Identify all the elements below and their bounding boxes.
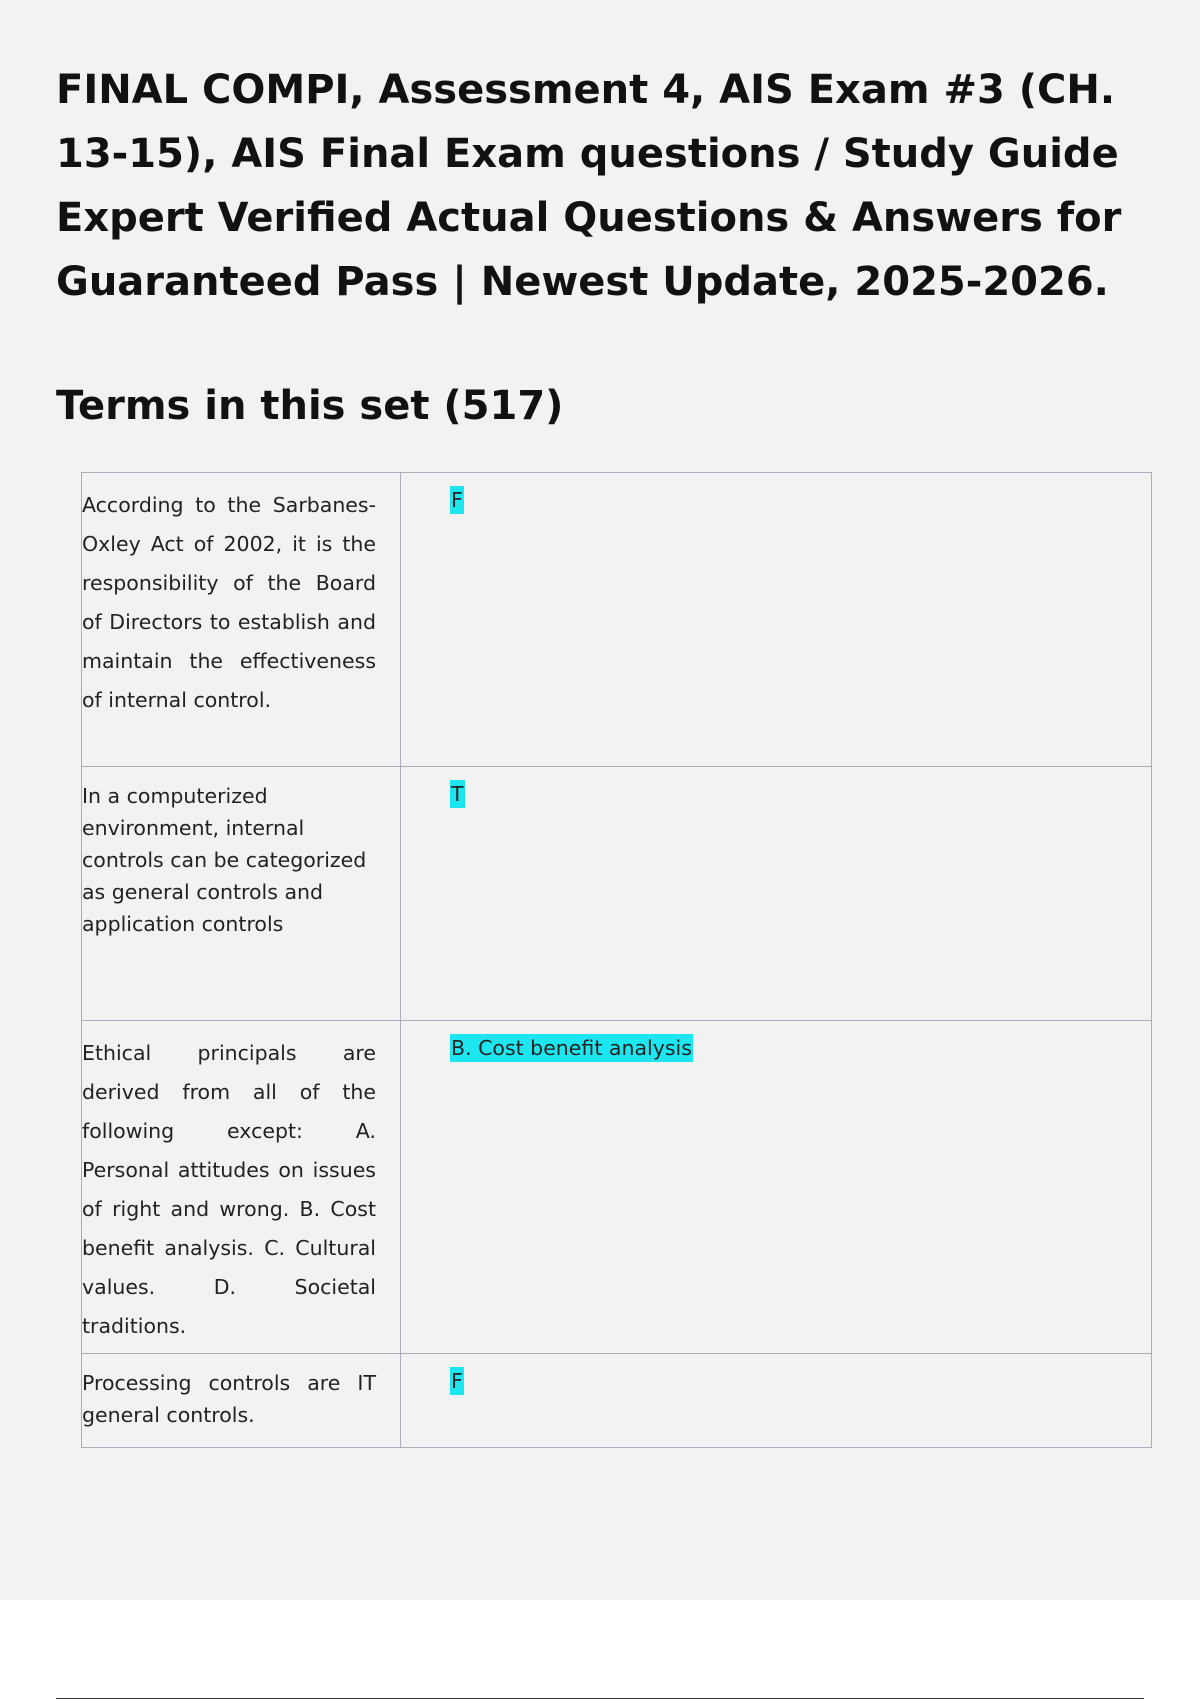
term-question: Processing controls are IT general controls. [82, 1371, 376, 1427]
term-row [82, 767, 1152, 1021]
term-answer: F [451, 1369, 463, 1393]
term-question-cell [82, 1021, 401, 1354]
term-answer: F [451, 488, 463, 512]
term-row [82, 1354, 1152, 1448]
term-answer: B. Cost benefit analysis [451, 1036, 692, 1060]
term-answer: T [451, 782, 464, 806]
term-answer-cell [401, 473, 1152, 767]
term-question: Ethical principals are derived from all of the following except: A. Personal attitudes on issues of right and wrong. B. Cost benefit analysis. C. Cultural values. D. Societal traditions. [82, 1041, 376, 1338]
document-title: FINAL COMPI, Assessment 4, AIS Exam #3 (CH. 13-15), AIS Final Exam questions / Study Guide Expert Verified Actual Questions & Answers for Guaranteed Pass | Newest Update, 2025-2026. [56, 67, 1122, 305]
footer-divider [56, 1698, 1144, 1699]
term-answer-cell [401, 1354, 1152, 1448]
term-row [82, 1021, 1152, 1354]
term-question-cell [82, 767, 401, 1021]
term-row [82, 473, 1152, 767]
term-question: In a computerized environment, internal controls can be categorized as general controls and application controls [82, 784, 367, 936]
term-question-cell [82, 1354, 401, 1448]
terms-table [81, 472, 1152, 1448]
term-answer-cell [401, 1021, 1152, 1354]
term-question: According to the Sarbanes-Oxley Act of 2002, it is the responsibility of the Board of Directors to establish and maintain the effectiveness of internal control. [82, 493, 376, 712]
term-answer-cell [401, 767, 1152, 1021]
term-question-cell [82, 473, 401, 767]
terms-count-heading: Terms in this set (517) [56, 383, 564, 429]
